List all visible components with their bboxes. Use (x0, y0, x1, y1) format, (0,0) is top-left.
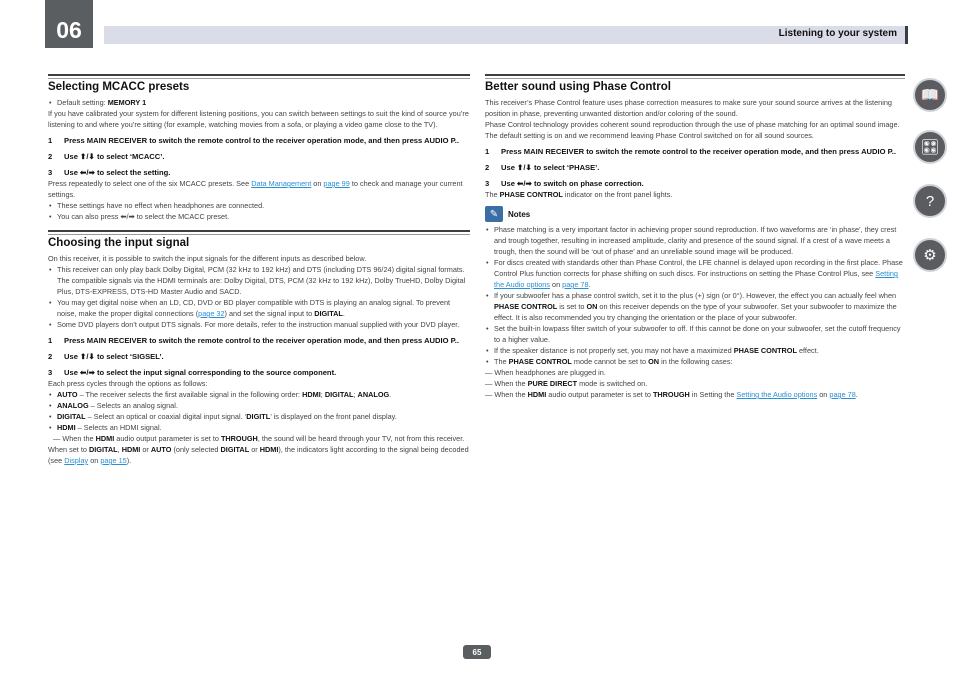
default-setting: • Default setting: MEMORY 1 (57, 97, 470, 108)
input-signal-section (48, 230, 470, 466)
chapter-number: 06 (56, 17, 82, 43)
page-number: 65 (463, 645, 491, 659)
note-item: • For discs created with standards other than Phase Control, the LFE channel is delayed upon recording in the first place. Phase Control Plus function corrects for phase shifting on such discs. For instructions on setting the Phase Control Plus, see Setting the Audio options on page 78. (494, 257, 905, 290)
link-page-32[interactable]: page 32 (198, 309, 225, 318)
option-auto: • AUTO – The receiver selects the first available signal in the following order: HDMI; DIGITAL; ANALOG. (57, 389, 470, 400)
note-dash-item: — When the PURE DIRECT mode is switched on. (485, 379, 648, 388)
note-item: • The PHASE CONTROL mode cannot be set to ON in the following cases: (494, 356, 905, 367)
link-page-78[interactable]: page 78 (829, 390, 856, 399)
right-column (485, 74, 905, 400)
input-bullet: • You may get digital noise when an LD, CD, DVD or BD player compatible with DTS is playing an analog signal. To prevent noise, make the proper digital connections (page 32) and set the signal input to DIGITAL. (57, 297, 470, 319)
phase-step-3: 3 Use ⬅/➡ to switch on phase correction. (485, 179, 644, 188)
input-intro: On this receiver, it is possible to switch the input signals for the different inputs as described below. (48, 254, 367, 263)
input-bullet: • This receiver can only play back Dolby Digital, PCM (32 kHz to 192 kHz) and DTS (including DTS 96/24) digital signal formats. The compatible signals via the HDMI terminals are: Dolby Digital, DTS, PCM (32 kHz to 192 kHz), Dolby TrueHD, Dolby Digital Plus, DTS-EXPRESS, DTS-HD Master Audio and SACD. (57, 264, 470, 297)
mcacc-step-3: 3 Use ⬅/➡ to select the setting. (48, 168, 171, 177)
input-step-2: 2 Use ⬆/⬇ to select ‘SIGSEL’. (48, 352, 164, 361)
section-title-input-signal: Choosing the input signal (48, 237, 190, 249)
input-bullet: • Some DVD players don’t output DTS signals. For more details, refer to the instruction manual supplied with your DVD player. (57, 319, 470, 330)
mcacc-step-1: 1 Press MAIN RECEIVER to switch the remote control to the receiver operation mode, and then press AUDIO P.. (48, 136, 459, 145)
phase-step-3-desc: The PHASE CONTROL indicator on the front panel lights. (485, 190, 673, 199)
index-icon[interactable]: ⚙ (913, 238, 947, 272)
pencil-icon: ✎ (485, 206, 503, 222)
note-dash-item: — When the HDMI audio output parameter is set to THROUGH in Setting the Setting the Audio options on page 78. (485, 390, 858, 399)
note-dash-item: — When headphones are plugged in. (485, 368, 606, 377)
link-page-99[interactable]: page 99 (323, 179, 350, 188)
mcacc-step-3-desc: Press repeatedly to select one of the six MCACC presets. See Data Management on page 99 to check and manage your current settings. (48, 179, 463, 199)
option-hdmi-sub: — When the HDMI audio output parameter is set to THROUGH, the sound will be heard through your TV, not from this receiver. (53, 434, 465, 443)
mcacc-bullet: • These settings have no effect when headphones are connected. (57, 200, 470, 211)
phase-p2: Phase Control technology provides coherent sound reproduction through the use of phase matching for an optimal sound image. The default setting is on and we recommend leaving Phase Control switched on for all sound sources. (485, 120, 900, 140)
notes-header (485, 206, 905, 222)
input-step-3: 3 Use ⬅/➡ to select the input signal corresponding to the source component. (48, 368, 337, 377)
remote-icon[interactable]: 🎛 (913, 130, 947, 164)
page-header-title: Listening to your system (778, 28, 897, 39)
note-item: • If your subwoofer has a phase control switch, set it to the plus (+) sign (or 0°). However, the effect you can actually feel when PHASE CONTROL is set to ON on this receiver depends on the type of your subwoofer. Set your subwoofer to maximize the effect. It is also recommended you try changing the orientation or the place of your subwoofer. (494, 290, 905, 323)
link-data-management[interactable]: Data Management (251, 179, 312, 188)
chapter-tab (45, 0, 93, 48)
input-step-1: 1 Press MAIN RECEIVER to switch the remote control to the receiver operation mode, and then press AUDIO P.. (48, 336, 459, 345)
mcacc-bullet: • You can also press ⬅/➡ to select the MCACC preset. (57, 211, 470, 222)
option-analog: • ANALOG – Selects an analog signal. (57, 400, 470, 411)
link-display[interactable]: Display (64, 456, 89, 465)
section-title-mcacc: Selecting MCACC presets (48, 81, 190, 93)
book-icon[interactable]: 📖 (913, 78, 947, 112)
phase-p1: This receiver’s Phase Control feature uses phase correction measures to make sure your sound source arrives at the listening position in phase, preventing unwanted distortion and/or coloring of the sound. (485, 98, 892, 118)
page-header-bar (104, 26, 908, 44)
link-setting-audio-options[interactable]: Setting the Audio options (736, 390, 818, 399)
note-item: • Set the built-in lowpass filter switch of your subwoofer to off. If this cannot be done on your subwoofer, set the cutoff frequency to a higher value. (494, 323, 905, 345)
input-indicator-note: When set to DIGITAL, HDMI or AUTO (only selected DIGITAL or HDMI), the indicators light according to the signal being decoded (see Display on page 15). (48, 445, 469, 465)
left-column (48, 74, 470, 466)
note-item: • If the speaker distance is not properly set, you may not have a maximized PHASE CONTROL effect. (494, 345, 905, 356)
mcacc-intro: If you have calibrated your system for different listening positions, you can switch between settings to suit the kind of source you’re listening to and where you’re sitting (for example, watching movies from a sofa, or playing a video game close to the TV). (48, 109, 469, 129)
option-hdmi: • HDMI – Selects an HDMI signal. (57, 422, 470, 433)
mcacc-section (48, 74, 470, 222)
link-page-78[interactable]: page 78 (562, 280, 589, 289)
link-page-15[interactable]: page 15 (100, 456, 127, 465)
notes-label: Notes (508, 209, 531, 219)
link-setting-audio-options[interactable]: Setting the Audio options (494, 269, 898, 289)
mcacc-step-2: 2 Use ⬆/⬇ to select ‘MCACC’. (48, 152, 165, 161)
note-item: • Phase matching is a very important factor in achieving proper sound reproduction. If two waveforms are ‘in phase’, they crest and trough together, resulting in increased amplitude, clarity and presence of the sound signal. If a crest of a wave meets a trough, then the sound will be ‘out of phase’ and an unreliable sound image will be produced. (494, 224, 905, 257)
phase-section (485, 74, 905, 400)
phase-step-2: 2 Use ⬆/⬇ to select ‘PHASE’. (485, 163, 600, 172)
troubleshoot-icon[interactable]: ? (913, 184, 947, 218)
phase-step-1: 1 Press MAIN RECEIVER to switch the remote control to the receiver operation mode, and then press AUDIO P.. (485, 147, 896, 156)
input-cycle: Each press cycles through the options as follows: (48, 379, 208, 388)
option-digital: • DIGITAL – Select an optical or coaxial digital input signal. ‘DIGITL’ is displayed on the front panel display. (57, 411, 470, 422)
section-title-phase: Better sound using Phase Control (485, 81, 671, 93)
